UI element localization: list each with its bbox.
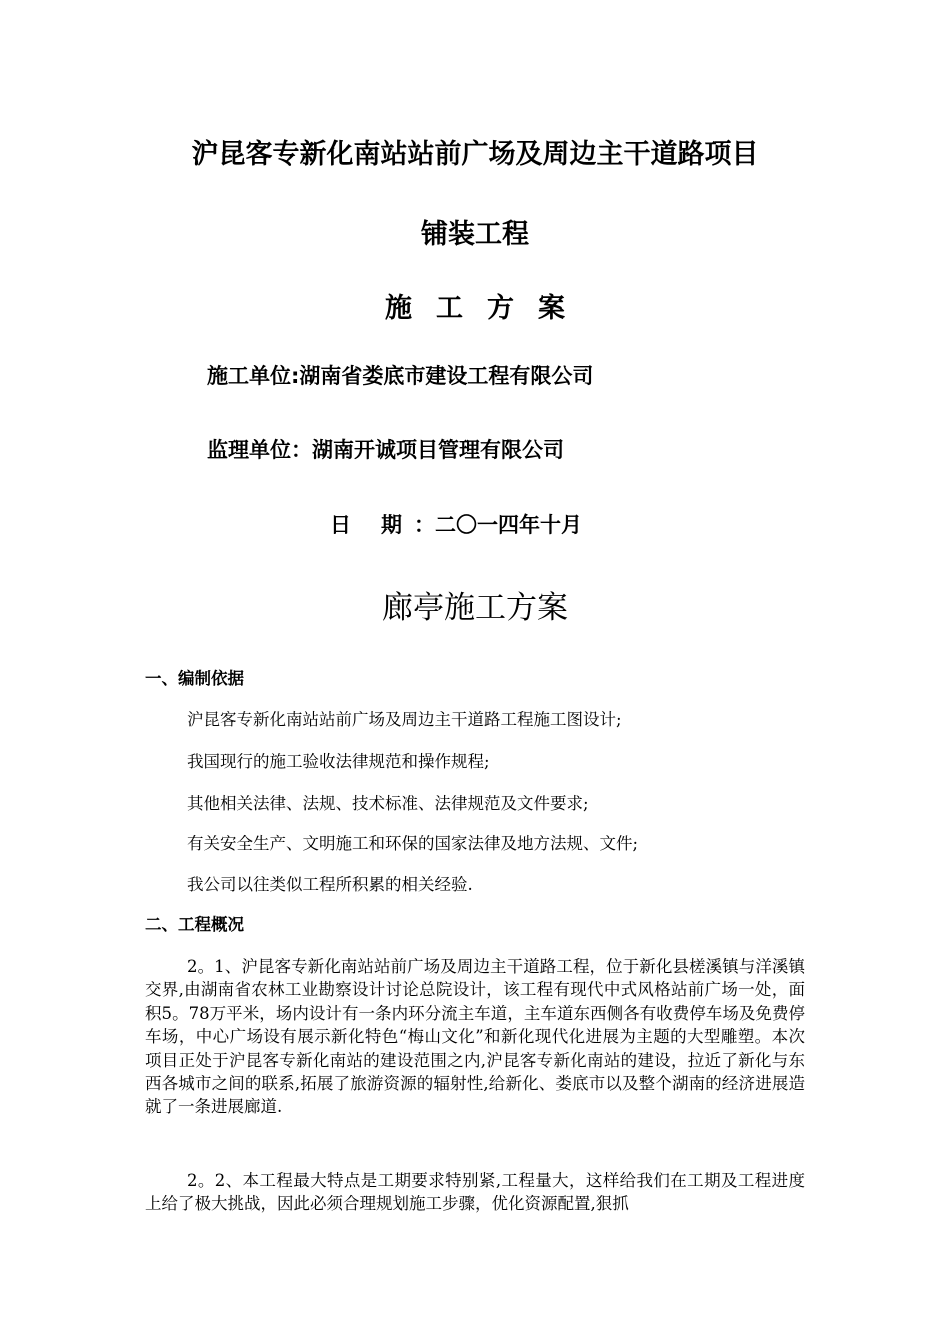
cover-title-line-1: 沪昆客专新化南站站前广场及周边主干道路项目 bbox=[191, 139, 759, 170]
section-heading-basis: 一、编制依据 bbox=[145, 669, 244, 688]
basis-item: 我国现行的施工验收法律规范和操作规程; bbox=[187, 752, 490, 771]
date-value: ：二〇一四年十月 bbox=[414, 513, 582, 537]
date-row bbox=[330, 511, 582, 539]
date-label-char-2: 期 bbox=[381, 513, 402, 537]
basis-item: 沪昆客专新化南站站前广场及周边主干道路工程施工图设计; bbox=[187, 710, 622, 729]
construction-unit: 施工单位:湖南省娄底市建设工程有限公司 bbox=[207, 364, 594, 388]
document-title: 廊亭施工方案 bbox=[382, 590, 568, 626]
basis-item: 我公司以往类似工程所积累的相关经验. bbox=[187, 875, 473, 894]
date-label-char-1: 日 bbox=[330, 513, 351, 537]
basis-item: 其他相关法律、法规、技术标准、法律规范及文件要求; bbox=[187, 794, 589, 813]
overview-paragraph: 2。2、本工程最大特点是工期要求特别紧,工程量大，这样给我们在工期及工程进度上给了极大挑战，因此必须合理规划施工步骤，优化资源配置,狠抓 bbox=[145, 1171, 805, 1214]
overview-paragraph: 2。1、沪昆客专新化南站站前广场及周边主干道路工程，位于新化县槎溪镇与洋溪镇交界,由湖南省农林工业勘察设计讨论总院设计，该工程有现代中式风格站前广场一处，面积5。78万平米，场内设计有一条内环分流主车道，主车道东西侧各有收费停车场及免费停车场，中心广场设有展示新化特色“梅山文化”和新化现代化进展为主题的大型雕塑。本次项目正处于沪昆客专新化南站的建设范围之内,沪昆客专新化南站的建设，拉近了新化与东西各城市之间的联系,拓展了旅游资源的辐射性,给新化、娄底市以及整个湖南的经济进展造就了一条进展廊道. bbox=[145, 957, 805, 1117]
basis-item: 有关安全生产、文明施工和环保的国家法律及地方法规、文件; bbox=[187, 834, 639, 853]
date-label bbox=[330, 511, 414, 539]
cover-title-line-3: 施工方案 bbox=[385, 293, 589, 324]
cover-title-line-2: 铺装工程 bbox=[421, 219, 529, 250]
supervision-unit: 监理单位：湖南开诚项目管理有限公司 bbox=[207, 438, 564, 462]
section-heading-overview: 二、工程概况 bbox=[145, 915, 244, 934]
